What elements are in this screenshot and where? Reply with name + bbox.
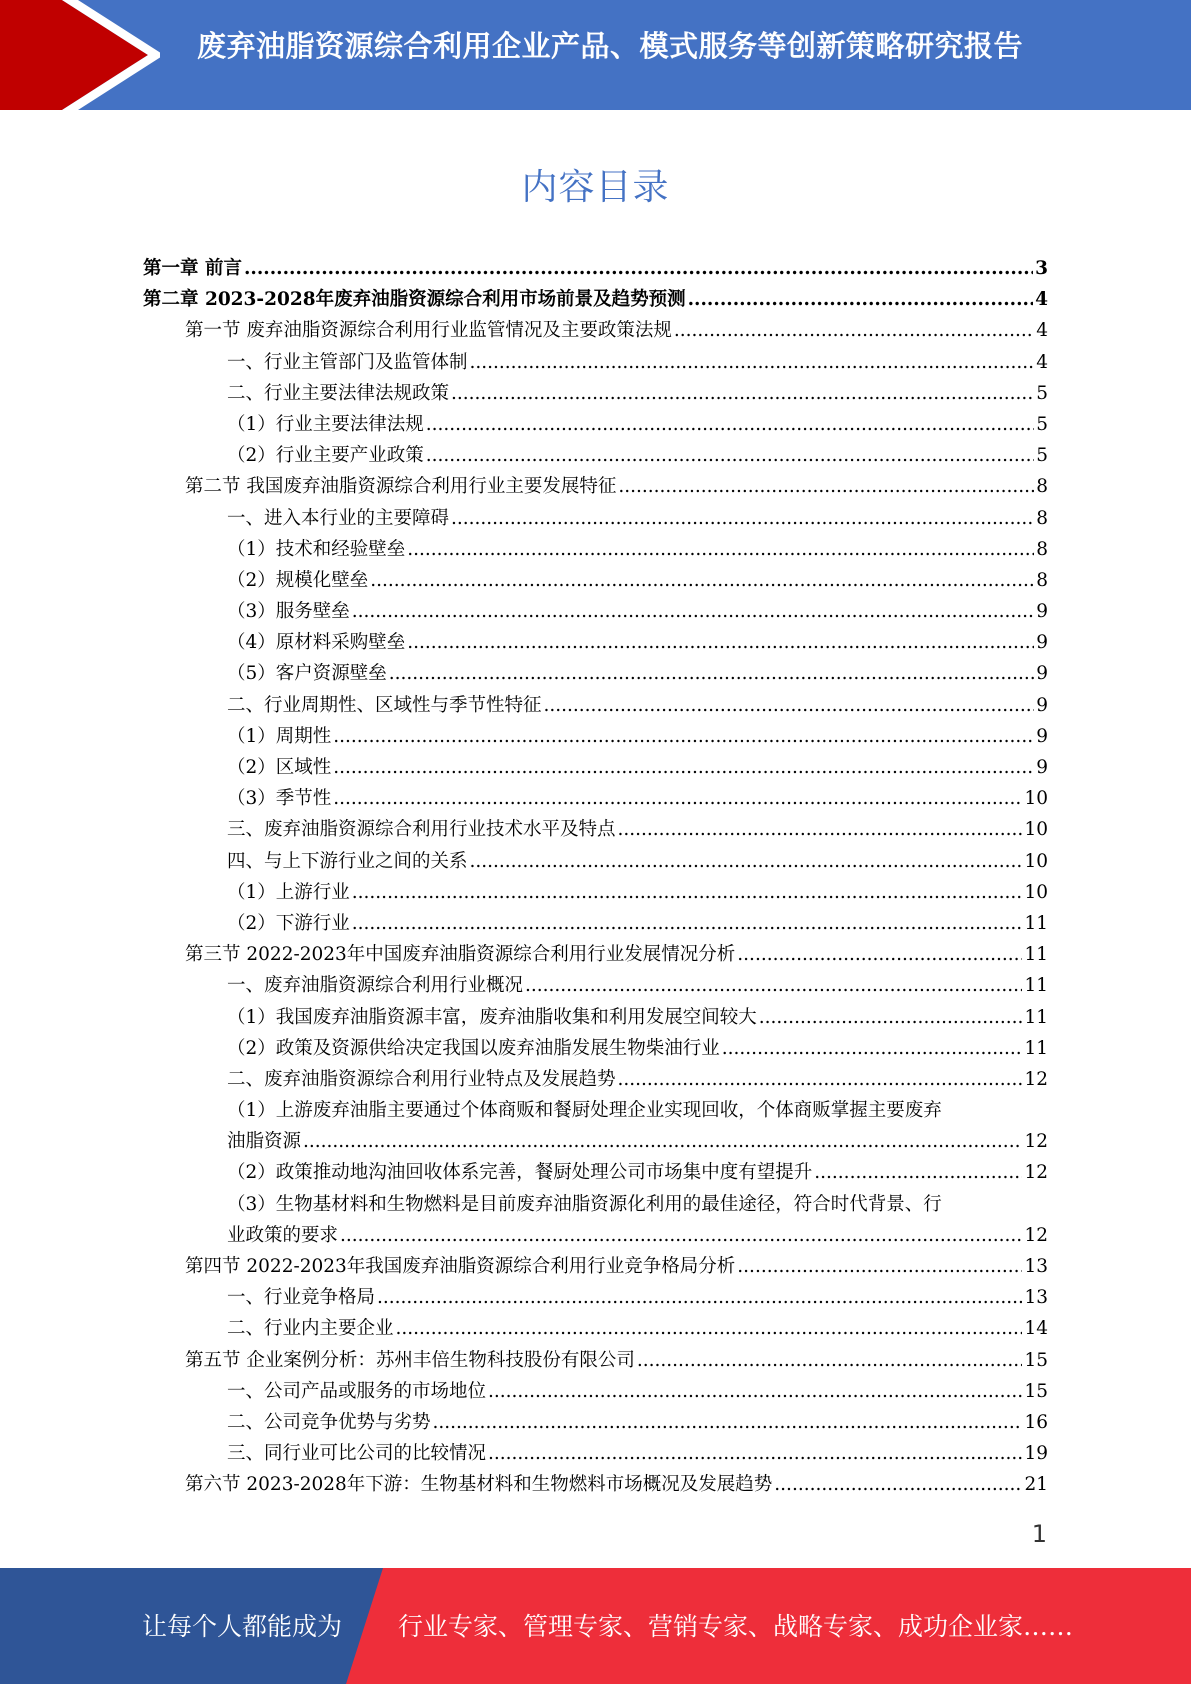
toc-entry-page: 3 — [1035, 258, 1048, 279]
toc-entry[interactable] — [143, 1407, 1048, 1438]
toc-entry-page: 11 — [1024, 944, 1048, 966]
toc-leader-dots — [333, 783, 1022, 814]
toc-leader-dots — [737, 1251, 1022, 1282]
toc-entry[interactable] — [143, 565, 1048, 596]
toc-entry[interactable] — [143, 1313, 1048, 1344]
toc-leader-dots — [674, 315, 1034, 346]
toc-entry[interactable] — [143, 503, 1048, 534]
toc-entry-page: 12 — [1024, 1224, 1048, 1246]
toc-entry-label: 二、行业内主要企业 — [227, 1318, 394, 1340]
toc-entry[interactable] — [143, 471, 1048, 502]
toc-leader-dots — [814, 1157, 1022, 1188]
toc-entry[interactable] — [143, 658, 1048, 689]
toc-entry[interactable] — [143, 970, 1048, 1001]
toc-leader-dots — [451, 503, 1034, 534]
toc-entry-label: 四、与上下游行业之间的关系 — [227, 850, 468, 872]
toc-entry-label: （2）政策推动地沟油回收体系完善，餐厨处理公司市场集中度有望提升 — [227, 1162, 813, 1184]
toc-entry-label: 一、行业竞争格局 — [227, 1287, 376, 1309]
toc-entry-page: 9 — [1036, 757, 1048, 778]
toc-leader-dots — [722, 1033, 1023, 1064]
toc-entry-label: （4）原材料采购壁垒 — [227, 632, 406, 654]
toc-entry[interactable] — [143, 284, 1048, 315]
toc-entry-label: （2）政策及资源供给决定我国以废弃油脂发展生物柴油行业 — [227, 1037, 720, 1059]
toc-entry[interactable] — [143, 596, 1048, 627]
toc-leader-dots — [389, 658, 1034, 689]
footer-banner — [0, 1568, 1191, 1684]
toc-entry[interactable] — [143, 908, 1048, 939]
toc-entry-label: （3）季节性 — [227, 788, 332, 810]
toc-entry-page: 13 — [1024, 1287, 1048, 1309]
toc-entry-label: 一、行业主管部门及监管体制 — [227, 351, 468, 373]
toc-heading: 内容目录 — [521, 167, 670, 208]
toc-leader-dots — [618, 471, 1034, 502]
toc-entry-page: 4 — [1035, 289, 1048, 311]
toc-entry-page: 4 — [1036, 351, 1048, 373]
toc-entry-page: 5 — [1036, 413, 1048, 435]
toc-entry-page: 8 — [1036, 507, 1048, 529]
report-title: 废弃油脂资源综合利用企业产品、模式服务等创新策略研究报告 — [196, 29, 1023, 63]
toc-entry[interactable] — [143, 752, 1048, 783]
toc-leader-dots — [426, 440, 1034, 471]
toc-entry-continuation[interactable] — [143, 1220, 1048, 1251]
toc-entry[interactable] — [143, 1095, 1048, 1126]
toc-leader-dots — [407, 534, 1034, 565]
toc-entry-page: 9 — [1036, 663, 1048, 685]
toc-entry-page: 14 — [1024, 1318, 1048, 1340]
toc-leader-dots — [352, 908, 1023, 939]
toc-entry[interactable] — [143, 627, 1048, 658]
toc-entry[interactable] — [143, 1002, 1048, 1033]
toc-entry-label: 第三节 2022-2023年中国废弃油脂资源综合利用行业发展情况分析 — [185, 944, 736, 966]
table-of-contents — [143, 253, 1048, 1501]
toc-entry-label: 二、废弃油脂资源综合利用行业特点及发展趋势 — [227, 1068, 616, 1090]
toc-leader-dots — [488, 1376, 1022, 1407]
toc-entry-label: （2）行业主要产业政策 — [227, 445, 424, 467]
toc-entry-label: 三、同行业可比公司的比较情况 — [227, 1443, 487, 1465]
toc-entry-page: 10 — [1024, 850, 1048, 872]
toc-entry[interactable] — [143, 409, 1048, 440]
toc-entry-page: 16 — [1024, 1411, 1048, 1433]
toc-entry[interactable] — [143, 721, 1048, 752]
toc-leader-dots — [688, 284, 1034, 315]
toc-entry-page: 11 — [1024, 1006, 1048, 1028]
toc-entry-page: 5 — [1036, 445, 1048, 467]
toc-entry-label: （1）周期性 — [227, 725, 332, 747]
toc-entry[interactable] — [143, 440, 1048, 471]
toc-entry-label: （1）技术和经验壁垒 — [227, 538, 406, 560]
toc-leader-dots — [759, 1002, 1023, 1033]
toc-entry[interactable] — [143, 690, 1048, 721]
toc-entry-label: （5）客户资源壁垒 — [227, 663, 387, 685]
toc-entry[interactable] — [143, 846, 1048, 877]
toc-leader-dots — [525, 970, 1022, 1001]
toc-leader-dots — [451, 378, 1034, 409]
toc-entry-page: 8 — [1036, 538, 1048, 560]
footer-slogan-right: 行业专家、管理专家、营销专家、战略专家、成功企业家…… — [398, 1612, 1074, 1641]
toc-entry-label: （2）区域性 — [227, 757, 332, 778]
toc-leader-dots — [470, 347, 1035, 378]
toc-entry[interactable] — [143, 939, 1048, 970]
toc-entry-page: 9 — [1036, 694, 1048, 716]
toc-entry[interactable] — [143, 877, 1048, 908]
toc-leader-dots — [340, 1220, 1022, 1251]
toc-leader-dots — [244, 253, 1033, 284]
toc-entry[interactable] — [143, 1157, 1048, 1188]
toc-entry-page: 8 — [1036, 569, 1048, 591]
toc-leader-dots — [544, 690, 1035, 721]
toc-leader-dots — [370, 565, 1034, 596]
toc-entry-page: 5 — [1036, 382, 1048, 404]
toc-entry-page: 9 — [1036, 601, 1048, 623]
toc-entry-label: （1）我国废弃油脂资源丰富，废弃油脂收集和利用发展空间较大 — [227, 1006, 757, 1028]
toc-entry-label: 二、行业主要法律法规政策 — [227, 382, 450, 404]
toc-leader-dots — [333, 721, 1034, 752]
toc-leader-dots — [618, 1064, 1023, 1095]
toc-entry-page: 12 — [1024, 1162, 1048, 1184]
toc-entry-page: 11 — [1024, 912, 1048, 934]
toc-entry-label: 第六节 2023-2028年下游：生物基材料和生物燃料市场概况及发展趋势 — [185, 1474, 773, 1496]
toc-entry[interactable] — [143, 1064, 1048, 1095]
toc-entry-page: 15 — [1024, 1380, 1048, 1402]
toc-entry-page: 9 — [1036, 632, 1048, 654]
toc-leader-dots — [377, 1282, 1022, 1313]
footer-slogan-left: 让每个人都能成为 — [142, 1612, 343, 1641]
toc-entry-page: 4 — [1036, 320, 1048, 342]
toc-entry-label: 第二节 我国废弃油脂资源综合利用行业主要发展特征 — [185, 476, 617, 498]
toc-entry-label: （3）服务壁垒 — [227, 601, 350, 623]
toc-leader-dots — [637, 1345, 1023, 1376]
toc-entry[interactable] — [143, 1469, 1048, 1500]
toc-entry[interactable] — [143, 378, 1048, 409]
toc-entry-page: 12 — [1024, 1068, 1048, 1090]
toc-entry-label: 业政策的要求 — [227, 1224, 339, 1246]
toc-entry-label: 二、公司竞争优势与劣势 — [227, 1411, 431, 1433]
toc-leader-dots — [433, 1407, 1023, 1438]
toc-entry-page: 12 — [1024, 1131, 1048, 1153]
toc-entry-label: （3）生物基材料和生物燃料是目前废弃油脂资源化利用的最佳途径，符合时代背景、行 — [227, 1193, 942, 1215]
toc-entry-label: 一、进入本行业的主要障碍 — [227, 507, 450, 529]
toc-entry[interactable] — [143, 1033, 1048, 1064]
toc-leader-dots — [470, 846, 1023, 877]
toc-entry-label: （1）行业主要法律法规 — [227, 413, 424, 435]
toc-entry-label: （1）上游废弃油脂主要通过个体商贩和餐厨处理企业实现回收，个体商贩掌握主要废弃 — [227, 1100, 942, 1122]
toc-entry[interactable] — [143, 783, 1048, 814]
toc-entry[interactable] — [143, 347, 1048, 378]
toc-entry-label: 第一节 废弃油脂资源综合利用行业监管情况及主要政策法规 — [185, 320, 672, 342]
header-banner — [0, 0, 1191, 110]
toc-leader-dots — [774, 1469, 1022, 1500]
toc-entry[interactable] — [143, 1251, 1048, 1282]
toc-entry-page: 9 — [1036, 725, 1048, 747]
toc-entry-page: 10 — [1024, 819, 1048, 841]
toc-entry-page: 21 — [1024, 1474, 1048, 1496]
toc-entry-label: 第一章 前言 — [143, 258, 242, 279]
page-number: 1 — [1031, 1520, 1047, 1548]
toc-entry-page: 15 — [1024, 1349, 1048, 1371]
toc-entry-label: 油脂资源 — [227, 1131, 302, 1153]
toc-leader-dots — [407, 627, 1034, 658]
toc-entry-continuation[interactable] — [143, 1126, 1048, 1157]
toc-entry-label: 一、废弃油脂资源综合利用行业概况 — [227, 975, 524, 997]
toc-entry[interactable] — [143, 1376, 1048, 1407]
toc-leader-dots — [303, 1126, 1022, 1157]
toc-entry[interactable] — [143, 814, 1048, 845]
toc-leader-dots — [396, 1313, 1023, 1344]
toc-entry-page: 8 — [1036, 476, 1048, 498]
toc-leader-dots — [352, 596, 1034, 627]
toc-entry-label: 第二章 2023-2028年废弃油脂资源综合利用市场前景及趋势预测 — [143, 289, 686, 311]
toc-entry-page: 13 — [1024, 1256, 1048, 1277]
toc-entry-label: （2）规模化壁垒 — [227, 569, 369, 591]
toc-entry-label: 二、行业周期性、区域性与季节性特征 — [227, 694, 542, 716]
toc-entry-page: 11 — [1024, 1037, 1048, 1059]
toc-entry-label: 一、公司产品或服务的市场地位 — [227, 1380, 487, 1402]
toc-entry-label: 三、废弃油脂资源综合利用行业技术水平及特点 — [227, 819, 616, 841]
toc-entry[interactable] — [143, 534, 1048, 565]
toc-entry-page: 10 — [1024, 881, 1048, 903]
toc-entry[interactable] — [143, 1438, 1048, 1469]
toc-entry[interactable] — [143, 1189, 1048, 1220]
toc-leader-dots — [737, 939, 1022, 970]
toc-entry-page: 19 — [1024, 1443, 1048, 1465]
toc-entry-label: 第四节 2022-2023年我国废弃油脂资源综合利用行业竞争格局分析 — [185, 1256, 736, 1277]
toc-leader-dots — [426, 409, 1034, 440]
toc-leader-dots — [618, 814, 1023, 845]
toc-leader-dots — [488, 1438, 1022, 1469]
toc-entry-page: 10 — [1024, 788, 1048, 810]
toc-entry[interactable] — [143, 253, 1048, 284]
arrow-logo-icon — [0, 0, 160, 110]
toc-entry-label: （1）上游行业 — [227, 881, 350, 903]
toc-entry[interactable] — [143, 1345, 1048, 1376]
toc-leader-dots — [333, 752, 1034, 783]
toc-entry-label: 第五节 企业案例分析：苏州丰倍生物科技股份有限公司 — [185, 1349, 635, 1371]
toc-entry[interactable] — [143, 1282, 1048, 1313]
toc-entry-label: （2）下游行业 — [227, 912, 350, 934]
toc-entry-page: 11 — [1024, 975, 1048, 997]
toc-leader-dots — [352, 877, 1023, 908]
toc-entry[interactable] — [143, 315, 1048, 346]
